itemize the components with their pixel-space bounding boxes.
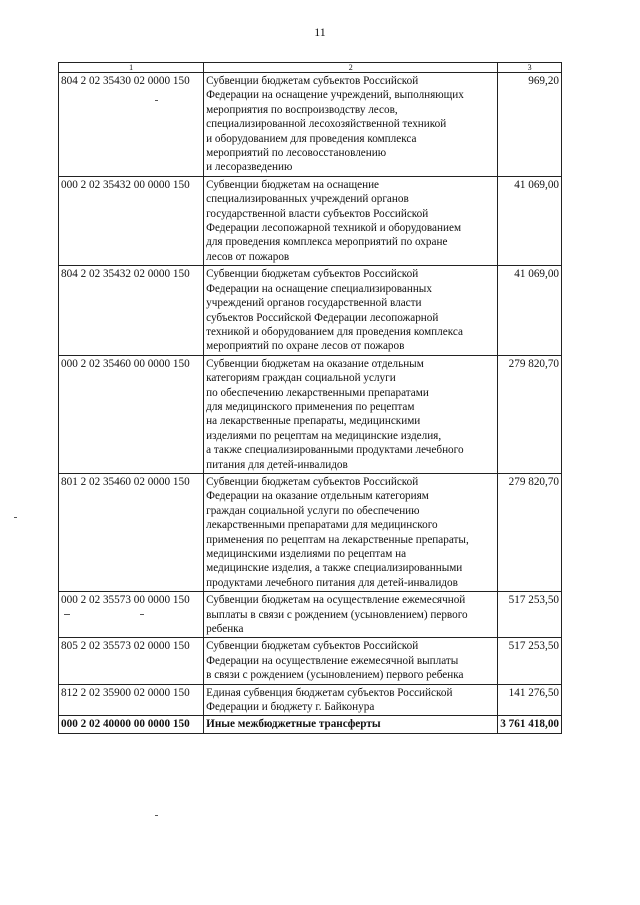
item-name: [204, 592, 498, 638]
item-name-line: граждан социальной услуги по обеспечению: [206, 504, 420, 517]
table-row: [59, 73, 562, 177]
total-amount: 3 761 418,00: [498, 716, 562, 733]
item-name-line: учреждений органов государственной власти: [206, 297, 422, 310]
item-name-line: Федерации лесопожарной техникой и оборудованием: [206, 222, 462, 235]
amount-value: 279 820,70: [498, 473, 562, 591]
total-row: [59, 716, 562, 733]
item-name-line: Федерации и бюджету г. Байконура: [206, 701, 375, 714]
scan-speck: [155, 815, 158, 816]
item-name-line: и оборудованием для проведения комплекса: [206, 132, 417, 145]
item-name-line: в связи с рождением (усыновлением) первого ребенка: [206, 669, 464, 682]
item-name-line: для проведения комплекса мероприятий по охране: [206, 236, 448, 249]
column-number-row: [59, 63, 562, 73]
item-name-line: лекарственными препаратами для медицинского: [206, 519, 438, 532]
item-name-line: применения по рецептам на лекарственные препараты,: [206, 533, 469, 546]
budget-table-body: [59, 63, 562, 734]
column-number-2: 2: [204, 63, 498, 73]
budget-code: 000 2 02 35432 00 0000 150: [59, 176, 204, 265]
item-name-line: Субвенции бюджетам на оснащение: [206, 178, 380, 191]
item-name: [204, 638, 498, 684]
item-name-line: Субвенции бюджетам субъектов Российской: [206, 75, 419, 87]
item-name-line: специализированной лесохозяйственной техникой: [206, 118, 447, 131]
scan-speck: [155, 100, 158, 101]
item-name: [204, 266, 498, 355]
item-name-line: государственной власти субъектов Российской: [206, 207, 429, 220]
item-name-line: Субвенции бюджетам субъектов Российской: [206, 268, 419, 281]
item-name-line: ребенка: [206, 623, 244, 636]
item-name-line: Федерации на осуществление ежемесячной выплаты: [206, 654, 459, 667]
item-name-line: Федерации на оказание отдельным категориям: [206, 490, 429, 503]
item-name-line: специализированных учреждений органов: [206, 193, 409, 206]
item-name-line: Единая субвенция бюджетам субъектов Российской: [206, 686, 453, 699]
table-row: [59, 355, 562, 473]
budget-code: 804 2 02 35432 02 0000 150: [59, 266, 204, 355]
item-name-line: категориям граждан социальной услуги: [206, 372, 396, 385]
item-name-line: а также специализированными продуктами лечебного: [206, 444, 464, 457]
budget-code: 801 2 02 35460 02 0000 150: [59, 473, 204, 591]
amount-value: 41 069,00: [498, 176, 562, 265]
total-name: Иные межбюджетные трансферты: [204, 716, 498, 733]
item-name-line: питания для детей-инвалидов: [206, 458, 348, 471]
item-name-line: мероприятий по охране лесов от пожаров: [206, 340, 405, 353]
item-name-line: лесов от пожаров: [206, 250, 290, 263]
item-name-line: и лесоразведению: [206, 161, 293, 174]
item-name-line: Субвенции бюджетам на оказание отдельным: [206, 357, 424, 370]
item-name-line: Субвенции бюджетам на осуществление ежемесячной: [206, 594, 466, 607]
budget-code: 000 2 02 35460 00 0000 150: [59, 355, 204, 473]
item-name-line: Субвенции бюджетам субъектов Российской: [206, 640, 419, 653]
scan-speck: [14, 517, 17, 518]
amount-value: 41 069,00: [498, 266, 562, 355]
table-row: [59, 266, 562, 355]
item-name-line: мероприятия по воспроизводству лесов,: [206, 103, 398, 116]
item-name-line: техникой и оборудованием для проведения комплекса: [206, 325, 463, 338]
item-name: [204, 355, 498, 473]
scan-speck: [64, 614, 70, 615]
item-name-line: субъектов Российской Федерации лесопожарной: [206, 311, 439, 324]
page-number: 11: [314, 25, 326, 39]
amount-value: 517 253,50: [498, 592, 562, 638]
item-name-line: медицинские изделия, а также специализированными: [206, 562, 463, 575]
table-row: [59, 684, 562, 716]
amount-value: 517 253,50: [498, 638, 562, 684]
budget-code: 804 2 02 35430 02 0000 150: [59, 73, 204, 177]
item-name-line: для медицинского применения по рецептам: [206, 400, 415, 413]
item-name: [204, 176, 498, 265]
table-row: [59, 592, 562, 638]
item-name-line: по обеспечению лекарственными препаратами: [206, 386, 429, 399]
budget-code: 000 2 02 35573 00 0000 150: [59, 592, 204, 638]
item-name-line: выплаты в связи с рождением (усыновлением) первого: [206, 608, 468, 621]
column-number-1: 1: [59, 63, 204, 73]
column-number-3: 3: [498, 63, 562, 73]
table-row: [59, 473, 562, 591]
item-name-line: Федерации на оснащение учреждений, выполняющих: [206, 89, 464, 102]
amount-value: 141 276,50: [498, 684, 562, 716]
item-name-line: Субвенции бюджетам субъектов Российской: [206, 475, 419, 488]
budget-table: [58, 62, 562, 734]
table-row: [59, 638, 562, 684]
item-name-line: на лекарственные препараты, медицинскими: [206, 415, 421, 428]
item-name: [204, 73, 498, 177]
item-name-line: медицинскими изделиями по рецептам на: [206, 548, 407, 560]
item-name: [204, 684, 498, 716]
item-name-line: изделиями по рецептам на медицинские изделия,: [206, 429, 442, 442]
budget-code: 805 2 02 35573 02 0000 150: [59, 638, 204, 684]
scan-speck: [140, 614, 144, 615]
budget-code: 812 2 02 35900 02 0000 150: [59, 684, 204, 716]
amount-value: 279 820,70: [498, 355, 562, 473]
item-name-line: мероприятий по лесовосстановлению: [206, 147, 387, 160]
amount-value: 969,20: [498, 73, 562, 177]
item-name: [204, 473, 498, 591]
total-code: 000 2 02 40000 00 0000 150: [59, 716, 204, 733]
item-name-line: Федерации на оснащение специализированных: [206, 282, 432, 295]
table-row: [59, 176, 562, 265]
item-name-line: продуктами лечебного питания для детей-инвалидов: [206, 576, 458, 589]
